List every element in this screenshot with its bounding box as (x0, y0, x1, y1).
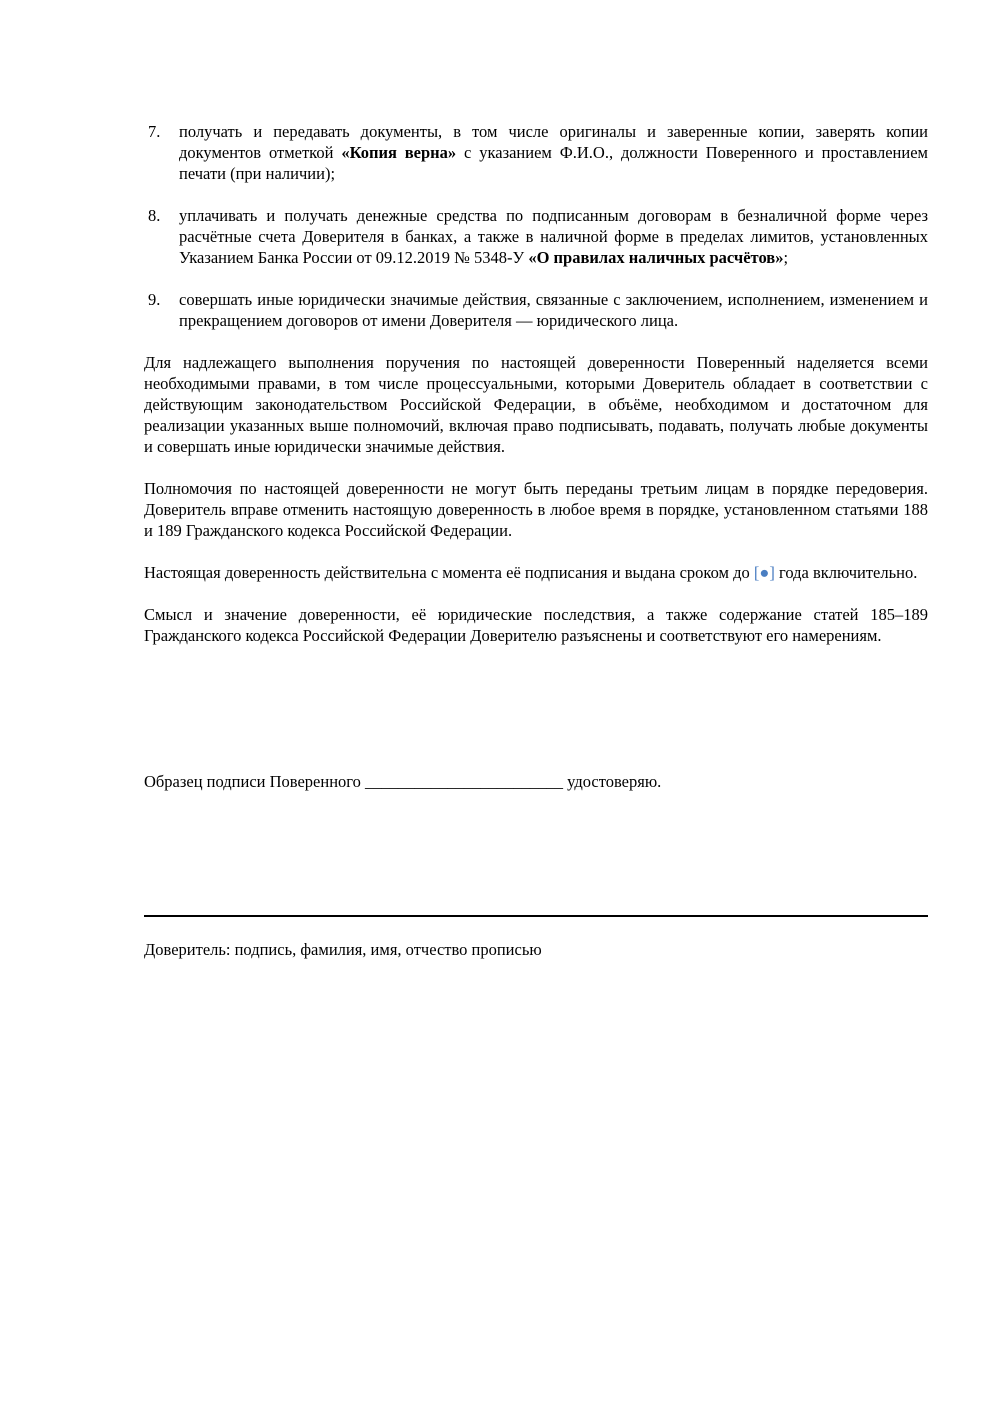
list-item-9 (144, 289, 928, 331)
signature-sample-label: Образец подписи Поверенного (144, 772, 361, 791)
signature-caption: Доверитель: подпись, фамилия, имя, отчество прописью (144, 940, 542, 959)
powers-list (144, 121, 928, 331)
list-number: 7. (148, 122, 161, 141)
signature-rule (144, 915, 928, 917)
list-number: 9. (148, 290, 161, 309)
document-body (144, 121, 928, 667)
paragraph-validity (144, 562, 928, 583)
paragraph-meaning: Смысл и значение доверенности, её юридические последствия, а также содержание статей 185–189 Гражданского кодекса Российской Федерации Доверителю разъяснены и соответствуют его намерениям. (144, 605, 928, 645)
paragraph-delegation: Полномочия по настоящей доверенности не могут быть переданы третьим лицам в порядке передоверия. Доверитель вправе отменить настоящую доверенность в любое время в порядке, установленном статьями 188 и 189 Гражданского кодекса Российской Федерации. (144, 479, 928, 540)
list-text: получать и передавать документы, в том числе оригиналы и заверенные копии, заверять копии документов отметкой (179, 122, 928, 162)
list-item-7 (144, 121, 928, 184)
list-text: с указанием Ф.И.О., должности Поверенного и проставлением печати (при наличии); (179, 143, 928, 183)
bold-phrase: «О правилах наличных расчётов» (528, 248, 784, 267)
signature-sample-line (144, 771, 928, 792)
paragraph-rights: Для надлежащего выполнения поручения по настоящей доверенности Поверенный наделяется всеми необходимыми правами, в том числе процессуальными, которыми Доверитель обладает в соответствии с действующим законодательством Российской Федерации, в объёме, необходимом и достаточном для реализации указанных выше полномочий, включая право подписывать, подавать, получать любые документы и совершать иные юридически значимые действия. (144, 353, 928, 456)
list-item-8 (144, 205, 928, 268)
bold-phrase: «Копия верна» (341, 143, 457, 162)
list-text: совершать иные юридически значимые действия, связанные с заключением, исполнением, изменением и прекращением договоров от имени Доверителя — юридического лица. (179, 290, 928, 330)
validity-text-end: года включительно. (774, 563, 918, 582)
list-text: ; (783, 248, 789, 267)
signature-blank: ________________________ (365, 772, 564, 791)
list-text: уплачивать и получать денежные средства по подписанным договорам в безналичной форме через расчётные счета Доверителя в банках, а также в наличной форме в пределах лимитов, установленных Указанием Банка России от 09.12.2019 № 5348-У (179, 206, 928, 267)
date-placeholder: [●] (753, 563, 775, 582)
list-number: 8. (148, 206, 161, 225)
validity-text: Настоящая доверенность действительна с момента её подписания и выдана сроком до (144, 563, 754, 582)
signature-sample-suffix: удостоверяю. (567, 772, 662, 791)
